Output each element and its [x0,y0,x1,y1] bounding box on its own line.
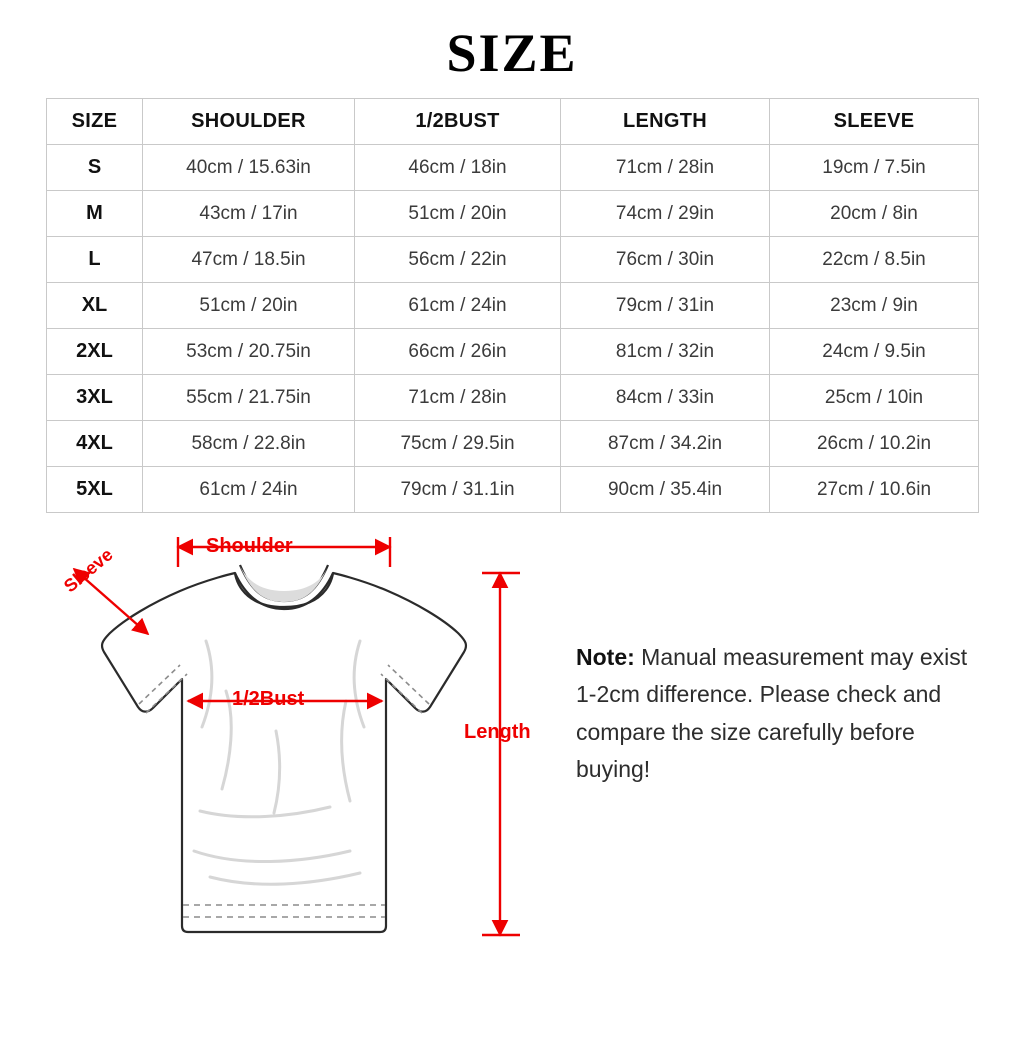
column-header-bust: 1/2BUST [355,99,561,145]
cell-size: 2XL [47,329,143,375]
size-chart-table [46,98,979,513]
cell-size: 4XL [47,421,143,467]
label-length: Length [464,721,531,743]
tshirt-illustration [30,521,550,991]
cell-bust: 46cm / 18in [355,145,561,191]
table-row [47,375,979,421]
cell-bust: 71cm / 28in [355,375,561,421]
cell-bust: 75cm / 29.5in [355,421,561,467]
column-header-shoulder: SHOULDER [143,99,355,145]
cell-length: 71cm / 28in [561,145,770,191]
cell-size: 5XL [47,467,143,513]
cell-sleeve: 19cm / 7.5in [770,145,979,191]
cell-sleeve: 20cm / 8in [770,191,979,237]
page-title: SIZE [446,23,578,83]
cell-length: 87cm / 34.2in [561,421,770,467]
label-half-bust: 1/2Bust [232,688,305,710]
column-header-sleeve: SLEEVE [770,99,979,145]
label-shoulder: Shoulder [206,535,293,557]
cell-length: 90cm / 35.4in [561,467,770,513]
table-row [47,191,979,237]
cell-size: S [47,145,143,191]
cell-length: 84cm / 33in [561,375,770,421]
note-text: Manual measurement may exist 1-2cm difference. Please check and compare the size carefully before buying! [576,644,968,782]
cell-sleeve: 24cm / 9.5in [770,329,979,375]
cell-length: 81cm / 32in [561,329,770,375]
cell-bust: 61cm / 24in [355,283,561,329]
cell-bust: 66cm / 26in [355,329,561,375]
cell-bust: 79cm / 31.1in [355,467,561,513]
cell-bust: 51cm / 20in [355,191,561,237]
table-row [47,421,979,467]
cell-sleeve: 23cm / 9in [770,283,979,329]
cell-shoulder: 53cm / 20.75in [143,329,355,375]
cell-shoulder: 40cm / 15.63in [143,145,355,191]
cell-sleeve: 22cm / 8.5in [770,237,979,283]
note-block [576,639,988,788]
cell-sleeve: 27cm / 10.6in [770,467,979,513]
cell-shoulder: 61cm / 24in [143,467,355,513]
cell-bust: 56cm / 22in [355,237,561,283]
table-row [47,467,979,513]
cell-length: 76cm / 30in [561,237,770,283]
table-row [47,237,979,283]
label-sleeve: Sleeve [60,544,117,597]
cell-length: 74cm / 29in [561,191,770,237]
column-header-length: LENGTH [561,99,770,145]
cell-sleeve: 25cm / 10in [770,375,979,421]
cell-shoulder: 58cm / 22.8in [143,421,355,467]
cell-size: XL [47,283,143,329]
cell-shoulder: 43cm / 17in [143,191,355,237]
cell-length: 79cm / 31in [561,283,770,329]
cell-shoulder: 47cm / 18.5in [143,237,355,283]
table-row [47,329,979,375]
table-row [47,145,979,191]
table-row [47,283,979,329]
measurement-diagram [0,521,1024,991]
table-header-row [47,99,979,145]
cell-size: L [47,237,143,283]
cell-shoulder: 55cm / 21.75in [143,375,355,421]
cell-size: M [47,191,143,237]
cell-sleeve: 26cm / 10.2in [770,421,979,467]
size-table-container [0,98,1024,513]
note-label: Note: [576,644,635,670]
cell-shoulder: 51cm / 20in [143,283,355,329]
cell-size: 3XL [47,375,143,421]
column-header-size: SIZE [47,99,143,145]
